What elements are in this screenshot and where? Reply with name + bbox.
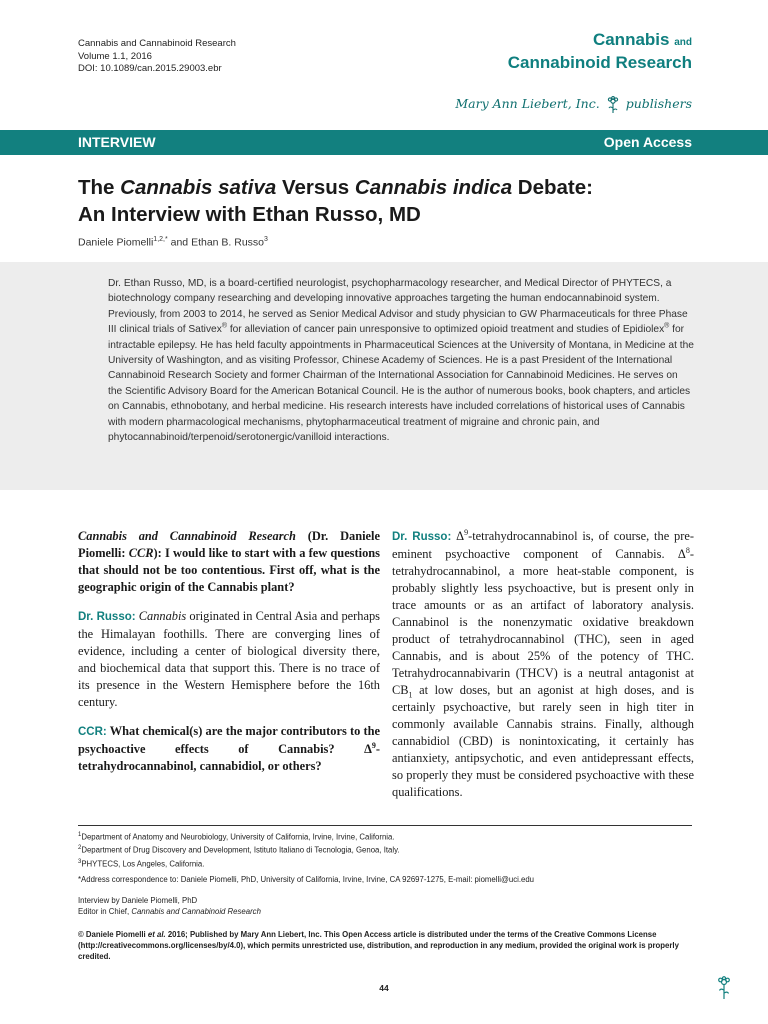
speaker-label: CCR: — [78, 726, 107, 738]
doi-line: DOI: 10.1089/can.2015.29003.ebr — [78, 63, 222, 74]
superscript: 8 — [685, 545, 690, 555]
interviewer-line: Interview by Daniele Piomelli, PhD — [78, 896, 198, 905]
flower-logo-icon — [716, 976, 732, 1000]
speaker-label: Dr. Russo: — [78, 611, 136, 623]
copyright-etal: et al. — [147, 930, 166, 939]
author-line — [78, 236, 268, 249]
registered-mark: ® — [221, 322, 227, 330]
publisher-logo — [455, 96, 692, 114]
bio-box — [0, 262, 768, 490]
journal-meta — [78, 38, 236, 76]
answer-1 — [78, 608, 380, 711]
editor-prefix: Editor in Chief, — [78, 906, 132, 916]
volume-line: Volume 1.1, 2016 — [78, 50, 152, 62]
speaker-label: Dr. Russo: — [392, 531, 452, 543]
answer-text: at low doses, but an agonist at high doses, and is certainly psychoactive, but rarely seen in high titer in commonly available Cannabis strains. Finally, although cannabidiol (CBD) is nonintoxicating, it certainly has antianxiety, antipsychotic, and even antidepressant effects, so properly they must be considered psychoactive with these qualifications. — [392, 683, 694, 799]
affiliations — [78, 830, 698, 870]
title-part: The — [78, 176, 121, 199]
correspondence-address: *Address correspondence to: Daniele Piomelli, PhD, University of California, Irvine, Irvine, CA 92697-1275, E-mail: piomelli@uci.edu — [78, 875, 535, 884]
q-text: What chemical(s) are the major contributors to the psychoactive effects of Cannabis? Δ — [78, 724, 380, 756]
ccr-italic: CCR — [128, 546, 154, 560]
affiliation-text: Department of Drug Discovery and Development, Istituto Italiano di Tecnologia, Genoa, Italy. — [81, 845, 400, 855]
title-part: Debate: — [512, 176, 593, 199]
affiliation-1 — [78, 830, 698, 843]
brand-and: and — [674, 37, 692, 48]
page-number: 44 — [379, 983, 389, 993]
answer-text: -tetrahydrocannabinol is, of course, the pre-eminent psychoactive component of Cannabis. Δ — [392, 529, 694, 561]
publisher-suffix: publishers — [625, 96, 692, 111]
section-label: INTERVIEW — [78, 134, 156, 150]
bio-segment: Dr. Ethan Russo, MD, is a board-certified neurologist, psychopharmacology researcher, and Medical Director of PHYTECS, a biotechnology company researching and developing innovative approaches targeting the human endocannabinoid system. Previously, from 2003 to 2014, he served as Senior Medical Advisor and study physician to GW Pharmaceuticals for three Phase III clinical trials of Sativex — [108, 278, 688, 336]
publisher-name: Mary Ann Liebert, Inc. — [455, 96, 600, 111]
author-name: Ethan B. Russo — [191, 236, 265, 249]
q-text: (Dr. Daniele Piomelli: — [78, 529, 381, 560]
superscript: 9 — [464, 527, 469, 537]
copyright-text: © Daniele Piomelli — [78, 930, 148, 939]
title-italic: Cannabis indica — [354, 176, 513, 199]
author-affiliation-marker: 3 — [264, 236, 268, 243]
registered-mark: ® — [664, 322, 670, 330]
title-line-2: An Interview with Ethan Russo, MD — [78, 203, 421, 226]
flower-logo-icon — [606, 96, 620, 114]
footnote-divider — [78, 825, 692, 826]
bio-segment: for intractable epilepsy. He has held faculty appointments in Pharmaceutical Sciences at the University of Montana, in Medicine at the University of Washington, and as visiting Professor, Chinese Academy of Sciences. He is a past President of the International Cannabinoid Research Society and former Chairman of the International Association for Cannabinoid Medicines. He serves on the Scientific Advisory Board for the American Botanical Council. He is the author of numerous books, book chapters, and articles on Cannabis, ethnobotany, and herbal medicine. His research interests have included correlations of historical uses of Cannabis with modern pharmacological mechanisms, phytopharmaceutical treatment of migraine and chronic pain, and phytocannabinoid/terpenoid/serotonergic/vanilloid interactions. — [108, 324, 694, 444]
answer-text: originated in Central Asia and perhaps the Himalayan foothills. There are converging lines of evidence, including a center of biological diversity there, and biochemical data that support this. There is no trace of its presence in the Western Hemisphere before the 16th century. — [78, 609, 380, 709]
question-1 — [78, 528, 380, 596]
section-band — [0, 130, 768, 155]
article-title — [78, 174, 698, 228]
journal-brand — [508, 30, 692, 73]
brand-line-2: Cannabinoid Research — [507, 53, 692, 72]
title-italic: Cannabis sativa — [120, 176, 277, 199]
affiliation-text: Department of Anatomy and Neurobiology, University of California, Irvine, Irvine, California. — [81, 832, 395, 842]
bio-text — [108, 276, 694, 445]
subscript: 1 — [408, 690, 413, 700]
left-column — [78, 528, 380, 787]
bio-segment: for alleviation of cancer pain unresponsive to optimized opioid treatment and studies of Epidiolex — [226, 324, 665, 336]
affiliation-marker: 3 — [78, 858, 82, 865]
journal-italic: Cannabis and Cannabinoid Research — [78, 529, 296, 543]
author-conjunction: and — [167, 236, 192, 249]
copyright-notice — [78, 930, 698, 962]
affiliation-2 — [78, 843, 698, 856]
affiliation-marker: 1 — [78, 832, 82, 838]
answer-2 — [392, 528, 694, 801]
editor-line — [78, 907, 698, 918]
title-part: Versus — [276, 176, 355, 199]
author-name: Daniele Piomelli — [78, 236, 154, 249]
cannabis-italic: Cannabis — [138, 609, 187, 623]
editor-journal: Cannabis and Cannabinoid Research — [131, 906, 261, 916]
answer-text: Δ — [451, 529, 465, 543]
brand-word: Cannabis — [592, 30, 670, 49]
question-2 — [78, 723, 380, 775]
open-access-label: Open Access — [603, 134, 692, 150]
q-text: -tetrahydrocannabinol, cannabidiol, or others? — [78, 742, 380, 773]
superscript: 9 — [371, 740, 376, 750]
q-text: ): I would like to start with a few questions that should not be too contentious. First off, what is the geographic origin of the Cannabis plant? — [78, 546, 380, 594]
interview-credit — [78, 896, 698, 918]
affiliation-marker: 2 — [78, 845, 82, 852]
author-affiliation-marker: 1,2,* — [153, 236, 168, 243]
affiliation-text: PHYTECS, Los Angeles, California. — [81, 859, 205, 869]
right-column — [392, 528, 694, 813]
affiliation-3 — [78, 857, 698, 870]
journal-name-line: Cannabis and Cannabinoid Research — [78, 38, 236, 49]
copyright-text: 2016; Published by Mary Ann Liebert, Inc. This Open Access article is distributed under the terms of the Creative Commons License (http://creativecommons.org/licenses/by/4.0), which permits unrestricted use, distribution, and reproduction in any medium, provided the original work is properly credited. — [78, 930, 679, 961]
answer-text: -tetrahydrocannabinol, a more heat-stable component, is probably slightly less psychoactive, but is present only in trace amounts or as an artifact of laboratory analysis. Cannabinol is the nonenzymatic oxidative breakdown product of tetrahydrocannabinol (THC), seen in aged Cannabis, and is about 25% of the potency of THC. Tetrahydrocannabivarin (THCV) is a neutral antagonist at CB — [392, 547, 694, 697]
